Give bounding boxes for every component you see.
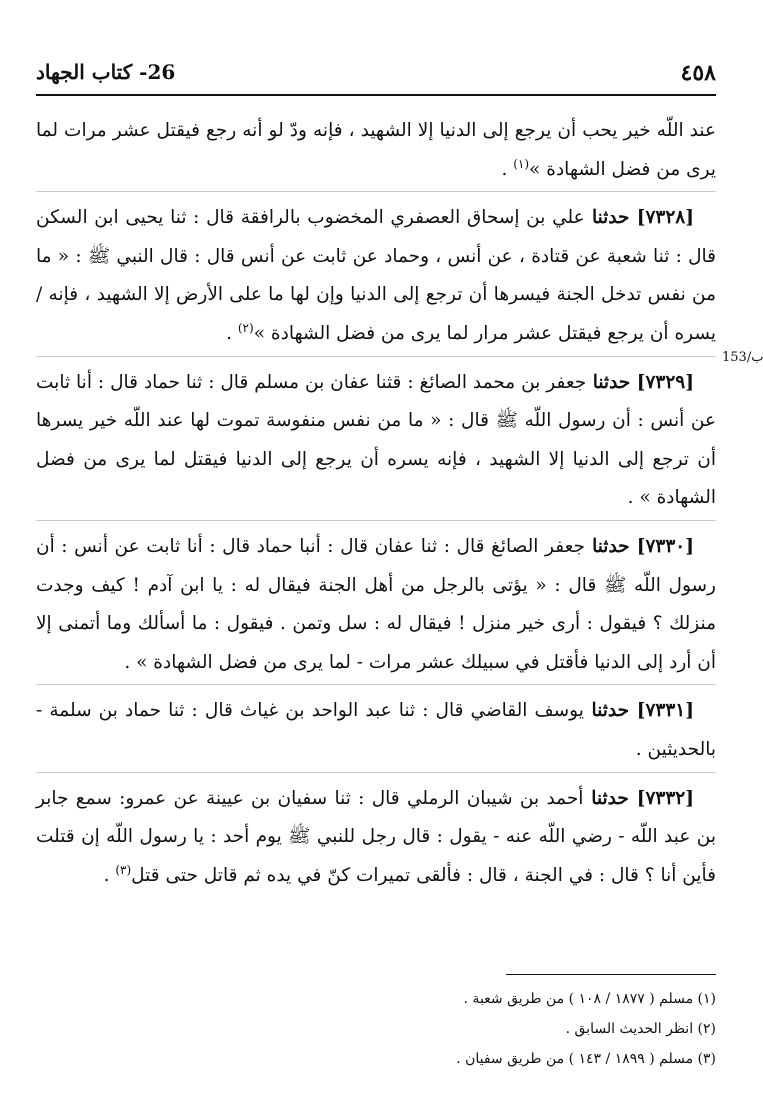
paragraph-separator <box>36 356 716 361</box>
hadith-opening: حدثنا <box>586 371 637 393</box>
footnote-3: (٣) مسلم ( ١٨٩٩ / ١٤٣ ) من طريق سفيان . <box>456 1051 716 1067</box>
paragraph-separator <box>36 520 716 525</box>
footnotes <box>36 984 716 1074</box>
hadith-opening: حدثنا <box>584 207 637 229</box>
hadith-opening: حدثنا <box>583 700 637 722</box>
hadith-number: [٧٣٣٠] <box>636 535 695 557</box>
paragraph-separator <box>36 772 716 777</box>
hadith-7331 <box>36 692 716 769</box>
paragraph-text: جعفر بن محمد الصائغ : قثنا عفان بن مسلم قال : ثنا حماد قال : أنا ثابت عن أنس : أن رسول اللّه ﷺ قال : « ما من نفس منفوسة تموت لها عند اللّه خير يسرها أن ترجع إلى الدنيا إلا الشهيد ، فإنه يسره أن يرجع إلى الدنيا فيقتل لما يرى من فضل الشهادة » . <box>36 371 716 509</box>
main-text <box>36 112 716 895</box>
footnote-marker: (٢) <box>237 320 254 335</box>
paragraph-text: عند اللّه خير يحب أن يرجع إلى الدنيا إلا الشهيد ، فإنه ودّ لو أنه رجع فيقتل عشر مرات لما يرى من فضل الشهادة » <box>36 120 716 180</box>
hadith-number: [٧٣٢٩] <box>636 371 694 393</box>
paragraph-separator <box>36 191 716 196</box>
manuscript-folio-note: 153/ب <box>722 350 763 365</box>
hadith-opening: حدثنا <box>583 787 637 809</box>
page-header <box>36 54 716 96</box>
paragraph-separator <box>36 684 716 689</box>
paragraph-text: علي بن إسحاق العصفري المخضوب بالرافقة قال : ثنا يحيى ابن السكن قال : ثنا شعبة عن قتادة ، عن أنس ، وحماد عن ثابت عن أنس قال : قال النبي ﷺ : « ما من نفس تدخل الجنة فيسرها أن ترجع إلى الدنيا وإن لها ما على الأرض إلا الشهيد ، فإنه / يسره أن يرجع فيقتل عشر مرار لما يرى من فضل الشهادة » <box>36 207 716 344</box>
paragraph-text: أحمد بن شيبان الرملي قال : ثنا سفيان بن عيينة عن عمرو: سمع جابر بن عبد اللّه - رضي اللّه عنه - يقول : قال رجل للنبي ﷺ يوم أحد : يا رسول اللّه إن قتلت فأين أنا ؟ قال : في الجنة ، قال : فألقى تميرات كنّ في يده ثم قاتل حتى قتل <box>36 787 716 886</box>
hadith-number: [٧٣٢٨] <box>636 207 694 229</box>
footnote-1: (١) مسلم ( ١٨٧٧ / ١٠٨ ) من طريق شعبة . <box>463 991 716 1007</box>
paragraph-tail: . <box>103 864 116 886</box>
paragraph-continuation <box>36 112 716 189</box>
hadith-7330 <box>36 528 716 682</box>
chapter-title: 26- كتاب الجهاد <box>36 60 176 84</box>
hadith-number: [٧٣٣١] <box>636 700 695 722</box>
paragraph-tail: . <box>226 322 238 344</box>
footnote-rule <box>506 974 716 975</box>
paragraph-text: جعفر الصائغ قال : ثنا عفان قال : أنبا حماد قال : أنا ثابت عن أنس : أن رسول اللّه ﷺ قال : « يؤتى بالرجل من أهل الجنة فيقال له : يا ابن آدم ! كيف وجدت منزلك ؟ فيقول : أرى خير منزل ! فيقال له : سل وتمن . فيقول : ما أسألك وما أتمنى إلا أن أرد إلى الدنيا فأقتل في سبيلك عشر مرات - لما يرى من فضل الشهادة » . <box>36 535 716 673</box>
hadith-7328 <box>36 199 716 353</box>
page <box>36 54 763 1084</box>
hadith-number: [٧٣٣٢] <box>636 787 694 809</box>
paragraph-text: يوسف القاضي قال : ثنا عبد الواحد بن غياث قال : ثنا حماد بن سلمة - بالحديثين . <box>36 700 716 760</box>
page-number: ٤٥٨ <box>680 60 716 86</box>
footnote-marker: (٣) <box>115 862 132 877</box>
hadith-7329 <box>36 364 716 518</box>
footnote-2: (٢) انظر الحديث السابق . <box>565 1021 716 1037</box>
hadith-opening: حدثنا <box>584 535 637 557</box>
footnote-marker: (١) <box>513 156 530 171</box>
hadith-7332 <box>36 780 716 896</box>
paragraph-tail: . <box>501 158 514 180</box>
